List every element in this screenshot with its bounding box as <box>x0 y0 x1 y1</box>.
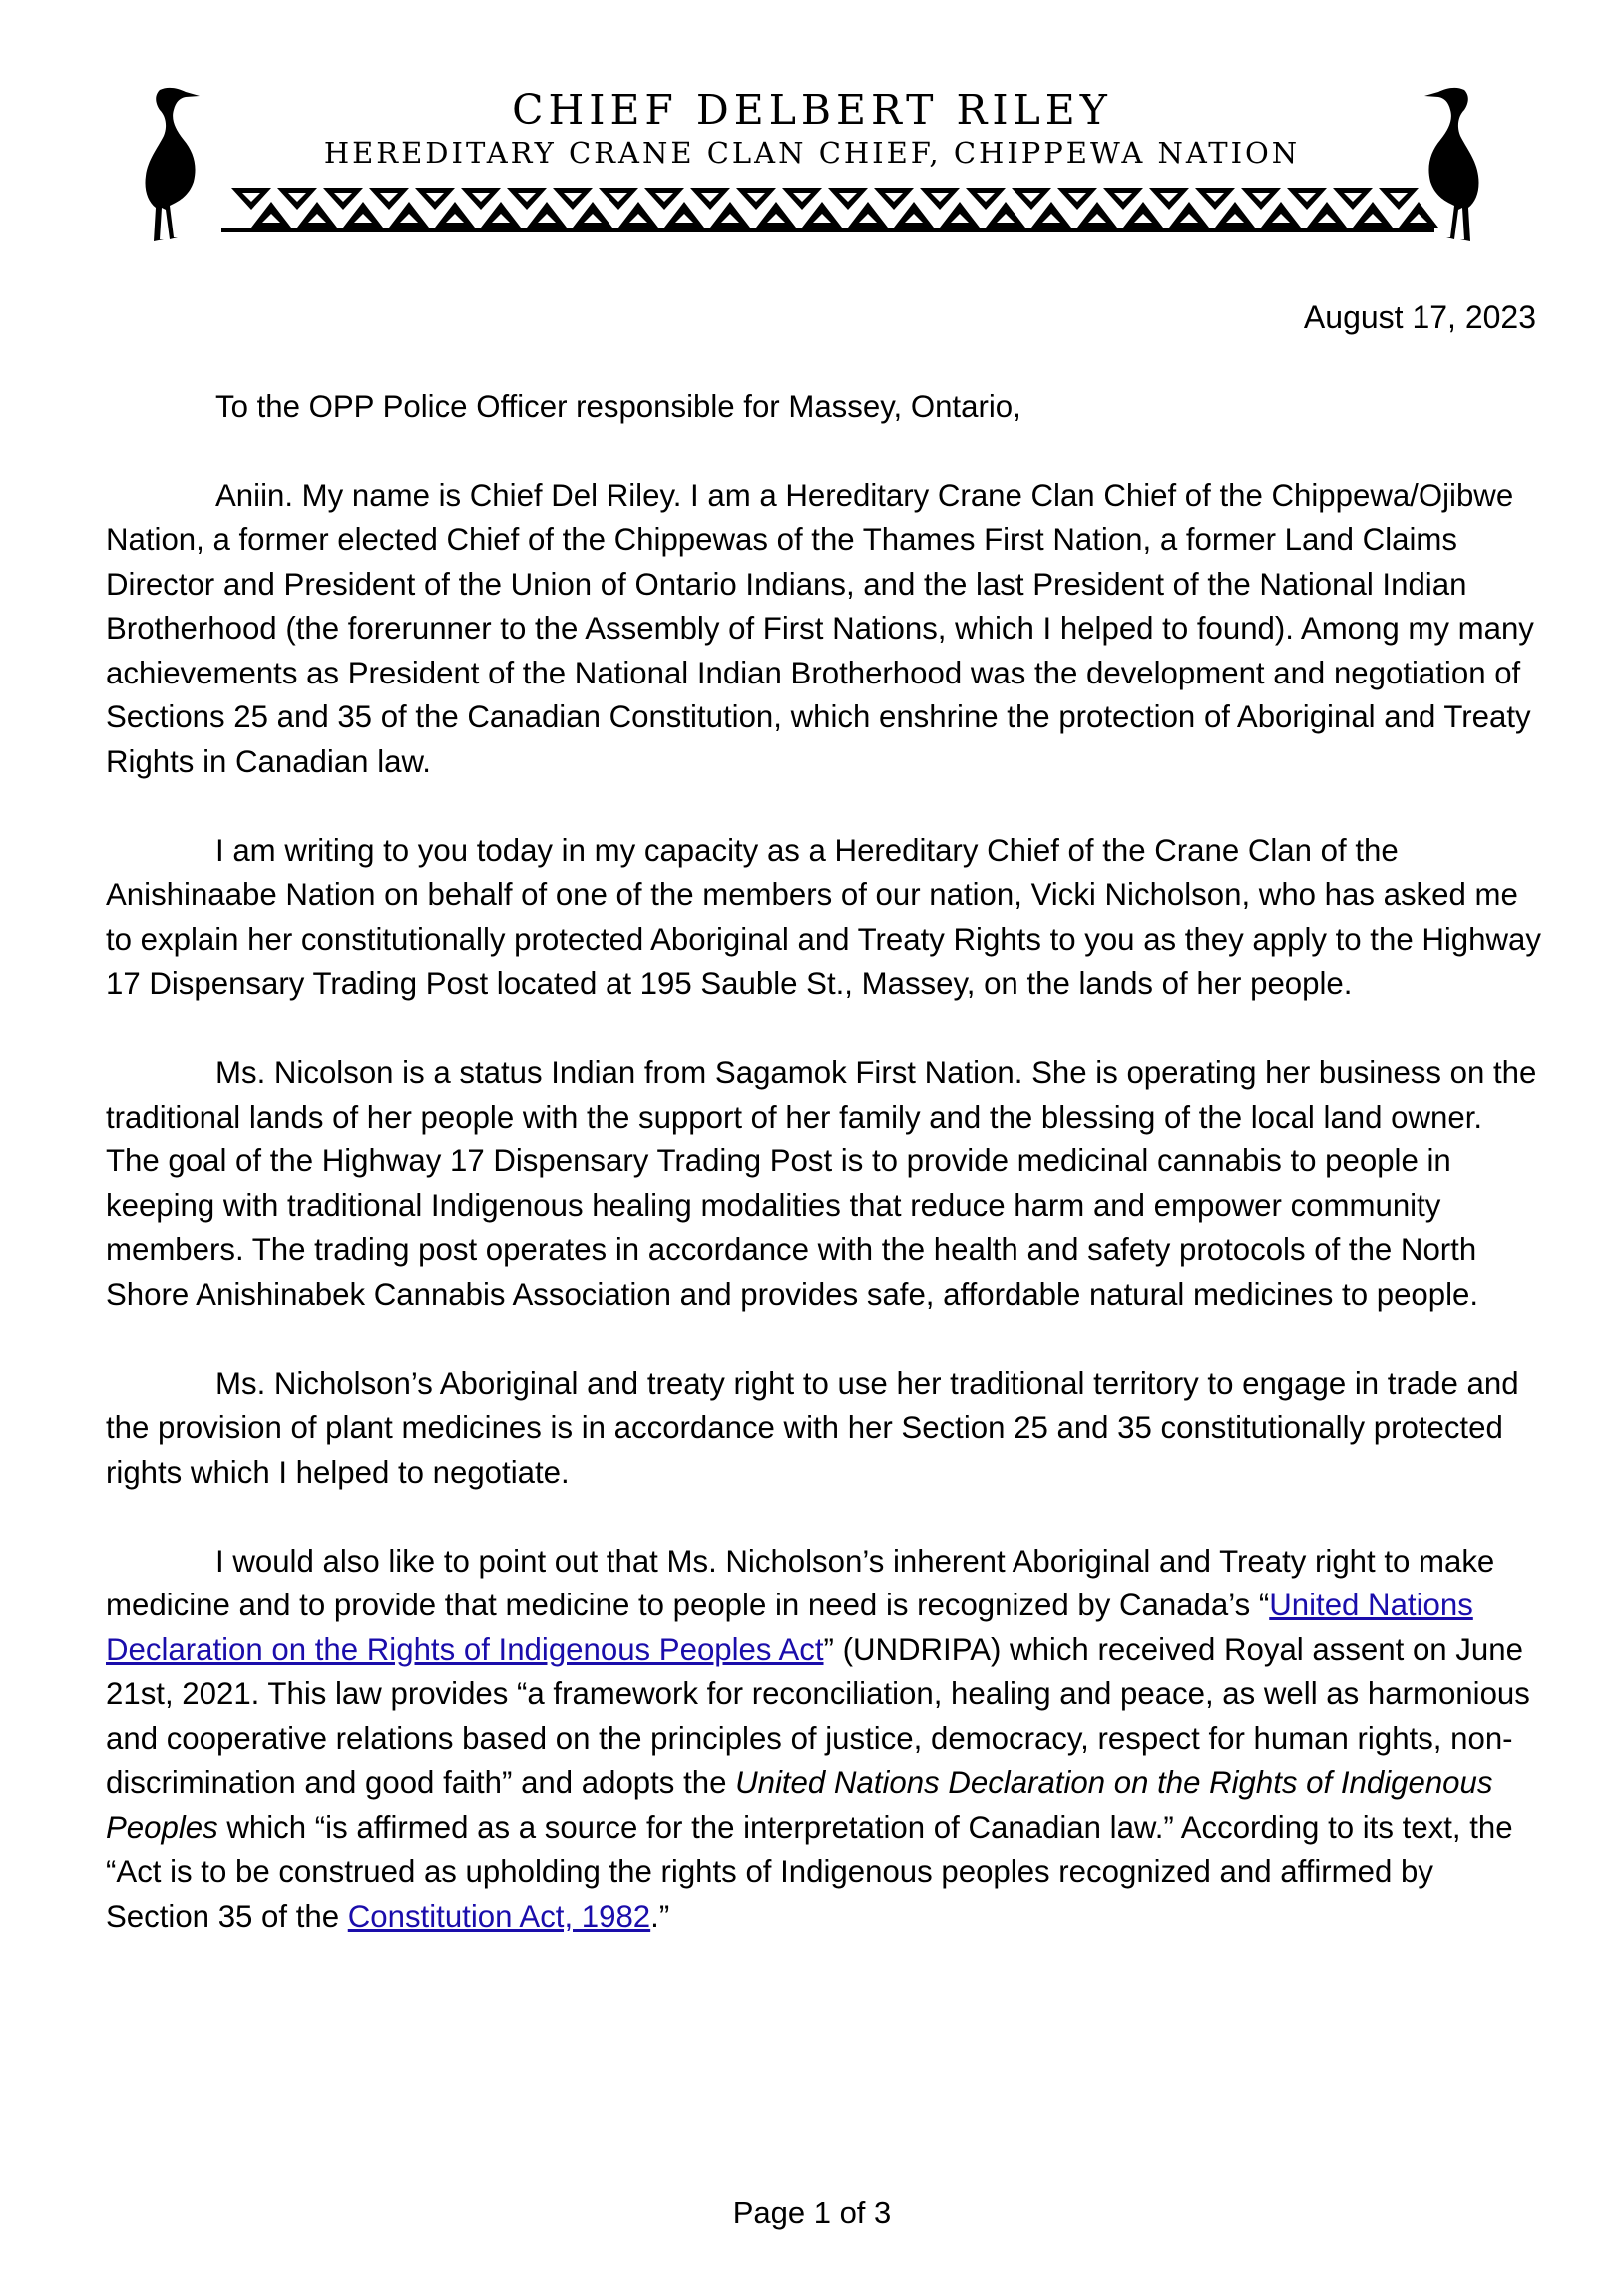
paragraph-undripa <box>106 1540 1542 1940</box>
constitution-act-link[interactable]: Constitution Act, 1982 <box>347 1898 651 1934</box>
paragraph-introduction: Aniin. My name is Chief Del Riley. I am a Hereditary Crane Clan Chief of the Chippewa/Ojibwe Nation, a former elected Chief of the Chippewas of the Thames First Nation, a former Land Claims Director and President of the Union of Ontario Indians, and the last President of the National Indian Brotherhood (the forerunner to the Assembly of First Nations, which I helped to found). Among my many achievements as President of the National Indian Brotherhood was the development and negotiation of Sections 25 and 35 of the Canadian Constitution, which enshrine the protection of Aboriginal and Treaty Rights in Canadian law. <box>106 477 1534 779</box>
undripa-text-3: which “is affirmed as a source for the interpretation of Canadian law.” According to its text, the “Act is to be construed as upholding the rights of Indigenous peoples recognized and affirmed by Section 35 of the <box>106 1809 1513 1934</box>
letter-date: August 17, 2023 <box>1303 299 1536 335</box>
paragraph-purpose: I am writing to you today in my capacity as a Hereditary Chief of the Crane Clan of the Anishinaabe Nation on behalf of one of the members of our nation, Vicki Nicholson, who has asked me to explain her constitutionally protected Aboriginal and Treaty Rights to you as they apply to the Highway 17 Dispensary Trading Post located at 195 Sauble St., Massey, on the lands of her people. <box>106 832 1541 1001</box>
undripa-text-1: I would also like to point out that Ms. Nicholson’s inherent Aboriginal and Treaty right to make medicine and to provide that medicine to people in need is recognized by Canada’s “ <box>106 1543 1495 1622</box>
undripa-act-link[interactable]: United Nations Declaration on the Rights of Indigenous Peoples Act <box>106 1588 1473 1667</box>
undrip-title: United Nations Declaration on the Rights of Indigenous Peoples <box>106 1765 1493 1845</box>
undripa-text-4: .” <box>650 1898 670 1934</box>
letter-body <box>106 385 1542 1984</box>
pattern-base-line <box>221 228 1434 232</box>
triangle-border-pattern <box>221 188 1438 232</box>
salutation: To the OPP Police Officer responsible for Massey, Ontario, <box>215 389 1021 424</box>
paragraph-business: Ms. Nicolson is a status Indian from Sagamok First Nation. She is operating her business on the traditional lands of her people with the support of her family and the blessing of the local land owner. The goal of the Highway 17 Dispensary Trading Post is to provide medicinal cannabis to people in keeping with traditional Indigenous healing modalities that reduce harm and empower community members. The trading post operates in accordance with the health and safety protocols of the North Shore Anishinabek Cannabis Association and provides safe, affordable natural medicines to people. <box>106 1055 1537 1312</box>
page-number: Page 1 of 3 <box>732 2195 892 2230</box>
letterhead <box>0 80 1624 249</box>
paragraph-rights: Ms. Nicholson’s Aboriginal and treaty right to use her traditional territory to engage in trade and the provision of plant medicines is in accordance with her Section 25 and 35 constitutionally protected rights which I helped to negotiate. <box>106 1365 1519 1490</box>
letterhead-name: CHIEF DELBERT RILEY <box>512 86 1112 134</box>
undripa-text-2: ” (UNDRIPA) which received Royal assent on June 21st, 2021. This law provides “a framework for reconciliation, healing and peace, as well as harmonious and cooperative relations based on the principles of justice, democracy, respect for human rights, non-discrimination and good faith” and adopts the <box>106 1631 1530 1800</box>
letterhead-title: HEREDITARY CRANE CLAN CHIEF, CHIPPEWA NATION <box>323 136 1301 170</box>
